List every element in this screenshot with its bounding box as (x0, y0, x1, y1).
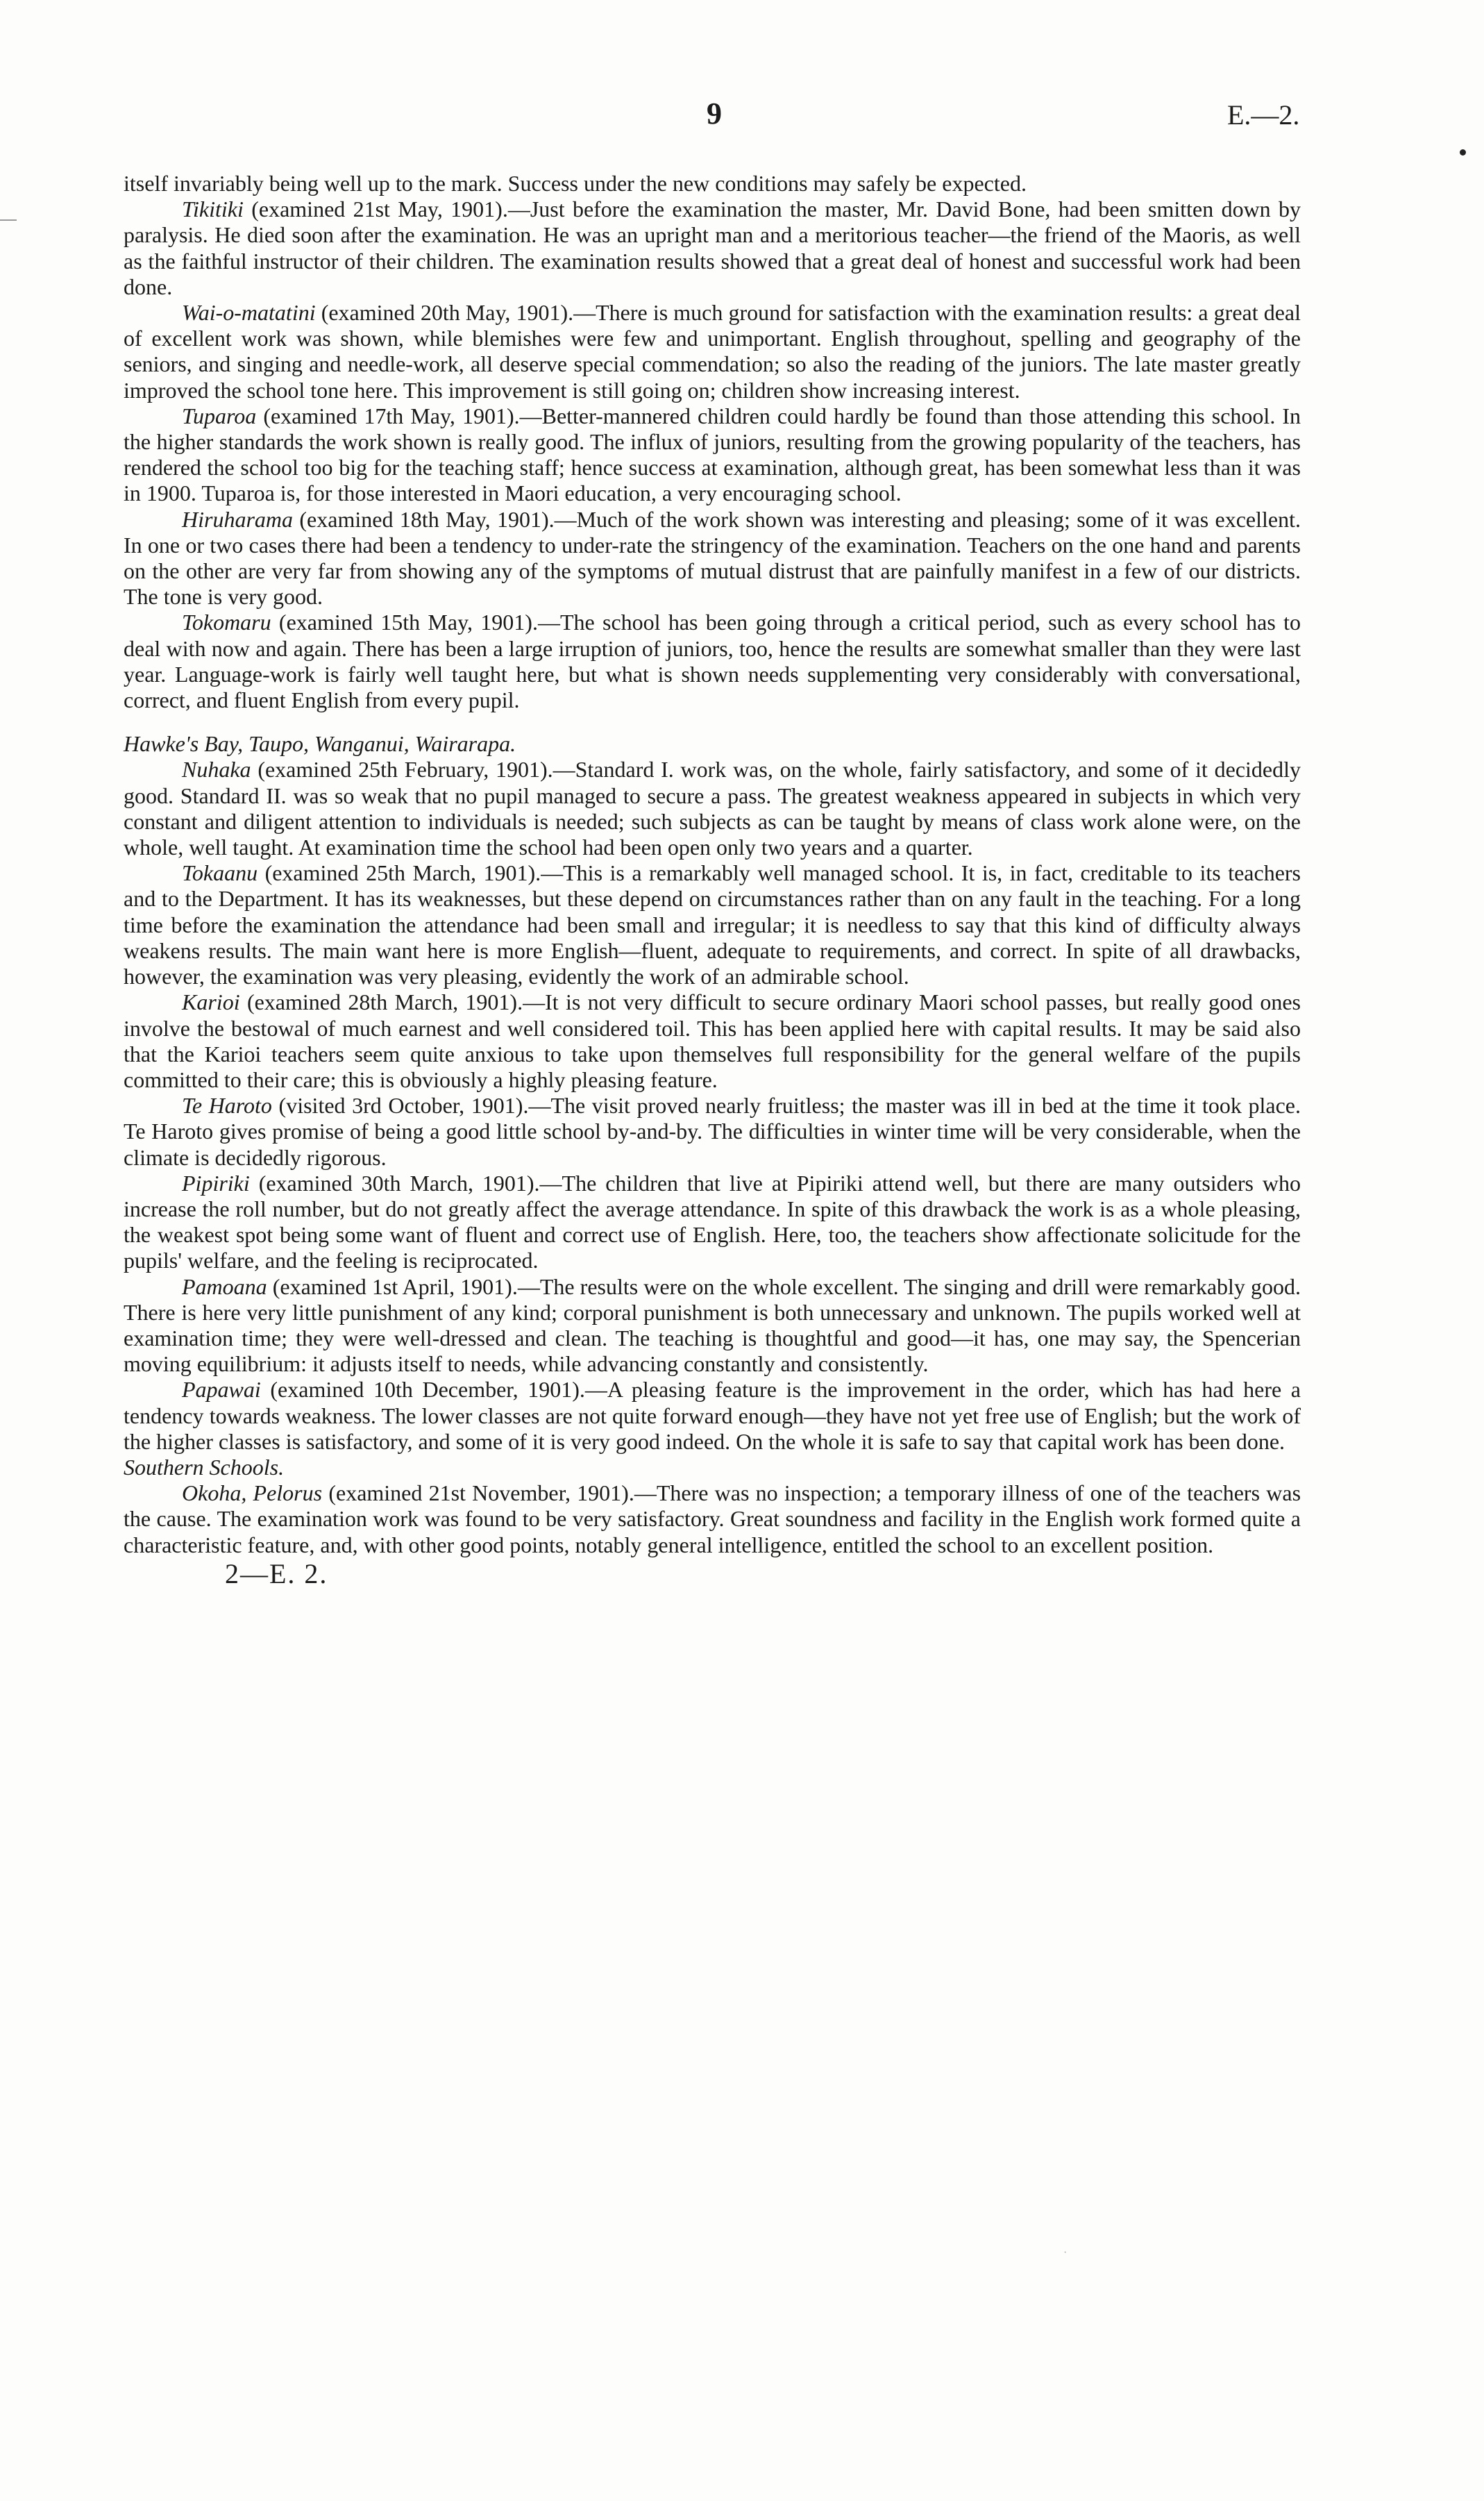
school-name: Papawai (182, 1377, 261, 1403)
margin-dot (1460, 149, 1466, 156)
school-name: Tokomaru (182, 610, 271, 635)
scan-mark: · (1063, 2247, 1068, 2259)
school-name: Karioi (182, 989, 240, 1015)
school-report-hiruharama (124, 507, 1301, 610)
school-report-text: (visited 3rd October, 1901).—The visit proved nearly fruitless; the master was ill in bed at the time it took place. Te Haroto gives promise of being a good little school by-and-by. The difficulties in winter time will be very considerable, when the climate is decidedly rigorous. (124, 1093, 1301, 1170)
document-reference: E.—2. (1227, 99, 1300, 131)
spacer (124, 713, 1301, 731)
school-report-text: (examined 15th May, 1901).—The school has been going through a critical period, such as every school has to deal with now and again. There has been a large irruption of juniors, too, hence the results are somewhat smaller than they were last year. Language-work is fairly well taught here, but what is shown needs supplementing very considerably with conversational, correct, and fluent English from every pupil. (124, 610, 1301, 713)
school-report-text: (examined 10th December, 1901).—A pleasing feature is the improvement in the order, which has had here a tendency towards weakness. The lower classes are not quite forward enough—they have not yet free use of English; but the work of the higher classes is satisfactory, and some of it is very good indeed. On the whole it is safe to say that capital work has been done. (124, 1377, 1301, 1454)
school-name: Tokaanu (182, 860, 258, 886)
section-heading-hawkes-bay: Hawke's Bay, Taupo, Wanganui, Wairarapa. (124, 731, 516, 757)
school-report-papawai (124, 1377, 1301, 1455)
school-name: Pipiriki (182, 1170, 250, 1196)
school-report-nuhaka (124, 757, 1301, 860)
school-name: Tikitiki (182, 196, 244, 222)
school-report-text: (examined 17th May, 1901).—Better-mannered children could hardly be found than those attending this school. In the higher standards the work shown is really good. The influx of juniors, resulting from the growing popularity of the teachers, has rendered the school too big for the teaching staff; hence success at examination, although great, has been somewhat less than it was in 1900. Tuparoa is, for those interested in Maori education, a very encouraging school. (124, 403, 1301, 506)
school-report-text: (examined 28th March, 1901).—It is not very difficult to secure ordinary Maori school passes, but really good ones involve the bestowal of much earnest and well considered toil. This has been applied here with capital results. It may be said also that the Karioi teachers seem quite anxious to take upon themselves full responsibility for the general welfare of the pupils committed to their care; this is obviously a highly pleasing feature. (124, 989, 1301, 1092)
school-report-text: (examined 18th May, 1901).—Much of the work shown was interesting and pleasing; some of it was excellent. In one or two cases there had been a tendency to under-rate the stringency of the examination. Teachers on the one hand and parents on the other are very far from showing any of the symptoms of mutual distrust that are painfully manifest in a few of our districts. The tone is very good. (124, 506, 1301, 610)
school-name: Wai-o-matatini (182, 300, 316, 326)
school-name: Tuparoa (182, 403, 257, 428)
school-report-te-haroto (124, 1093, 1301, 1171)
school-report-text: (examined 25th February, 1901).—Standard I. work was, on the whole, fairly satisfactory, and some of it decidedly good. Standard II. was so weak that no pupil managed to secure a pass. The greatest weakness appeared in subjects in which very constant and diligent attention to individuals is needed; such subjects as can be taught by means of class work alone were, on the whole, well taught. At examination time the school had been open only two years and a quarter. (124, 757, 1301, 860)
school-report-karioi (124, 989, 1301, 1093)
school-name: Okoha, Pelorus (182, 1480, 323, 1506)
school-name: Hiruharama (182, 506, 294, 532)
document-body (124, 171, 1301, 1587)
school-report-tuparoa (124, 403, 1301, 507)
section-heading-southern-schools: Southern Schools. (124, 1454, 285, 1480)
continuation-paragraph: itself invariably being well up to the mark. Success under the new conditions may safely be expected. (124, 171, 1027, 196)
school-report-okoha-pelorus (124, 1480, 1301, 1558)
school-report-tikitiki (124, 196, 1301, 300)
footer-signature: 2—E. 2. (225, 1557, 328, 1589)
school-report-text: (examined 1st April, 1901).—The results were on the whole excellent. The singing and drill were remarkably good. There is here very little punishment of any kind; corporal punishment is both unnecessary and unknown. The pupils worked well at examination time; they were well-dressed and clean. The teaching is thoughtful and good—it has, one may say, the Spencerian moving equilibrium: it adjusts itself to needs, while advancing constantly and consistently. (124, 1273, 1301, 1377)
page-number: 9 (707, 97, 722, 131)
school-report-wai-o-matatini (124, 300, 1301, 403)
school-report-text: (examined 21st May, 1901).—Just before the examination the master, Mr. David Bone, had been smitten down by paralysis. He died soon after the examination. He was an upright man and a meritorious teacher—the friend of the Maoris, as well as the faithful instructor of their children. The examination results showed that a great deal of honest and successful work had been done. (124, 196, 1301, 299)
school-name: Nuhaka (182, 757, 251, 783)
school-report-tokomaru (124, 610, 1301, 713)
school-report-text: (examined 21st November, 1901).—There was no inspection; a temporary illness of one of the teachers was the cause. The examination work was found to be very satisfactory. Great soundness and facility in the English work formed quite a characteristic feature, and, with other good points, notably general intelligence, entitled the school to an excellent position. (124, 1480, 1301, 1557)
school-name: Te Haroto (182, 1093, 272, 1119)
school-name: Pamoana (182, 1273, 267, 1299)
school-report-pamoana (124, 1274, 1301, 1378)
margin-tick (0, 219, 17, 221)
school-report-text: (examined 20th May, 1901).—There is much ground for satisfaction with the examination results: a great deal of excellent work was shown, while blemishes were few and unimportant. English throughout, spelling and geography of the seniors, and singing and needle-work, all deserve special commendation; so also the reading of the juniors. The late master greatly improved the school tone here. This improvement is still going on; children show increasing interest. (124, 300, 1301, 403)
school-report-pipiriki (124, 1171, 1301, 1274)
school-report-text: (examined 30th March, 1901).—The children that live at Pipiriki attend well, but there are many outsiders who increase the roll number, but do not greatly affect the average attendance. In spite of this drawback the work is as a whole pleasing, the weakest spot being some want of fluent and correct use of English. Here, too, the teachers show affectionate solicitude for the pupils' welfare, and the feeling is reciprocated. (124, 1170, 1301, 1273)
school-report-tokaanu (124, 860, 1301, 989)
school-report-text: (examined 25th March, 1901).—This is a remarkably well managed school. It is, in fact, creditable to its teachers and to the Department. It has its weaknesses, but these depend on circumstances rather than on any fault in the teaching. For a long time before the examination the attendance had been small and irregular; it is needless to say that this kind of difficulty always weakens results. The main want here is more English—fluent, adequate to requirements, and correct. In spite of all drawbacks, however, the examination was very pleasing, evidently the work of an admirable school. (124, 860, 1301, 989)
